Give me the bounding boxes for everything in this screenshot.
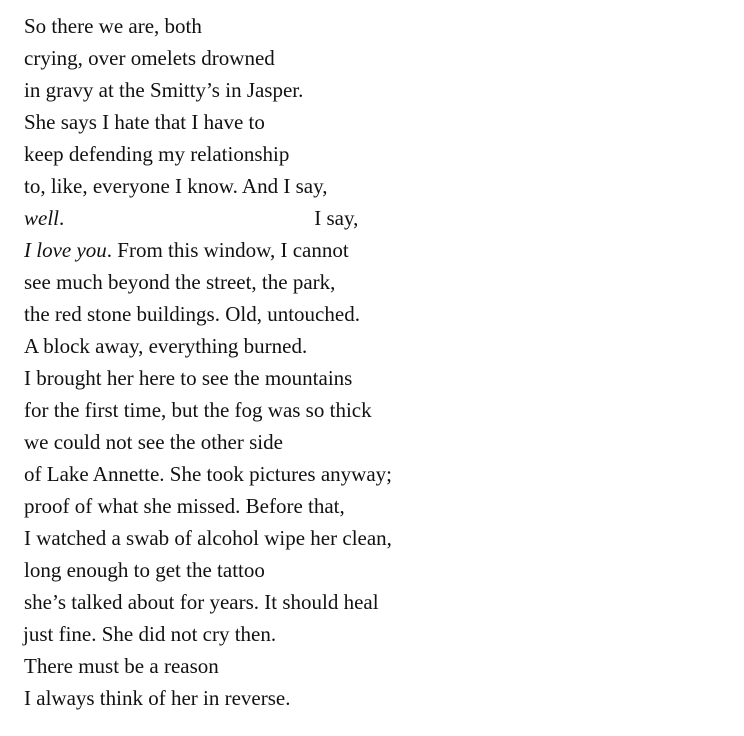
poem-line: see much beyond the street, the park, xyxy=(24,270,336,294)
poem-line xyxy=(24,202,392,234)
poem-line: She says I hate that I have to xyxy=(24,110,265,134)
italic-phrase: I love you xyxy=(24,238,107,262)
poem-line: There must be a reason xyxy=(24,654,219,678)
poem-line: in gravy at the Smitty’s in Jasper. xyxy=(24,78,304,102)
poem-line: to, like, everyone I know. And I say, xyxy=(24,174,328,198)
line-text: . From this window, I cannot xyxy=(106,238,349,262)
poem-line: keep defending my relationship xyxy=(24,142,290,166)
line-text: . xyxy=(59,206,65,230)
poem-text xyxy=(24,10,392,714)
poem-line: just fine. She did not cry then. xyxy=(23,622,277,646)
poem-line: I brought her here to see the mountains xyxy=(24,366,353,390)
poem-line: I watched a swab of alcohol wipe her clean, xyxy=(24,526,392,550)
poem-line: long enough to get the tattoo xyxy=(24,558,265,582)
poem-line: of Lake Annette. She took pictures anyway; xyxy=(24,462,392,486)
poem-line: the red stone buildings. Old, untouched. xyxy=(24,302,360,326)
line-text: I say, xyxy=(314,206,359,230)
poem-line: we could not see the other side xyxy=(24,430,283,454)
poem-line: I always think of her in reverse. xyxy=(24,686,291,710)
italic-word: well xyxy=(24,206,59,230)
poem-line: for the first time, but the fog was so thick xyxy=(24,398,372,422)
poem-line: she’s talked about for years. It should heal xyxy=(24,590,379,614)
poem-line: proof of what she missed. Before that, xyxy=(24,494,345,518)
poem-line: A block away, everything burned. xyxy=(24,334,308,358)
poem-line: crying, over omelets drowned xyxy=(24,46,275,70)
poem-line xyxy=(24,234,392,266)
poem-line: So there we are, both xyxy=(24,14,202,38)
